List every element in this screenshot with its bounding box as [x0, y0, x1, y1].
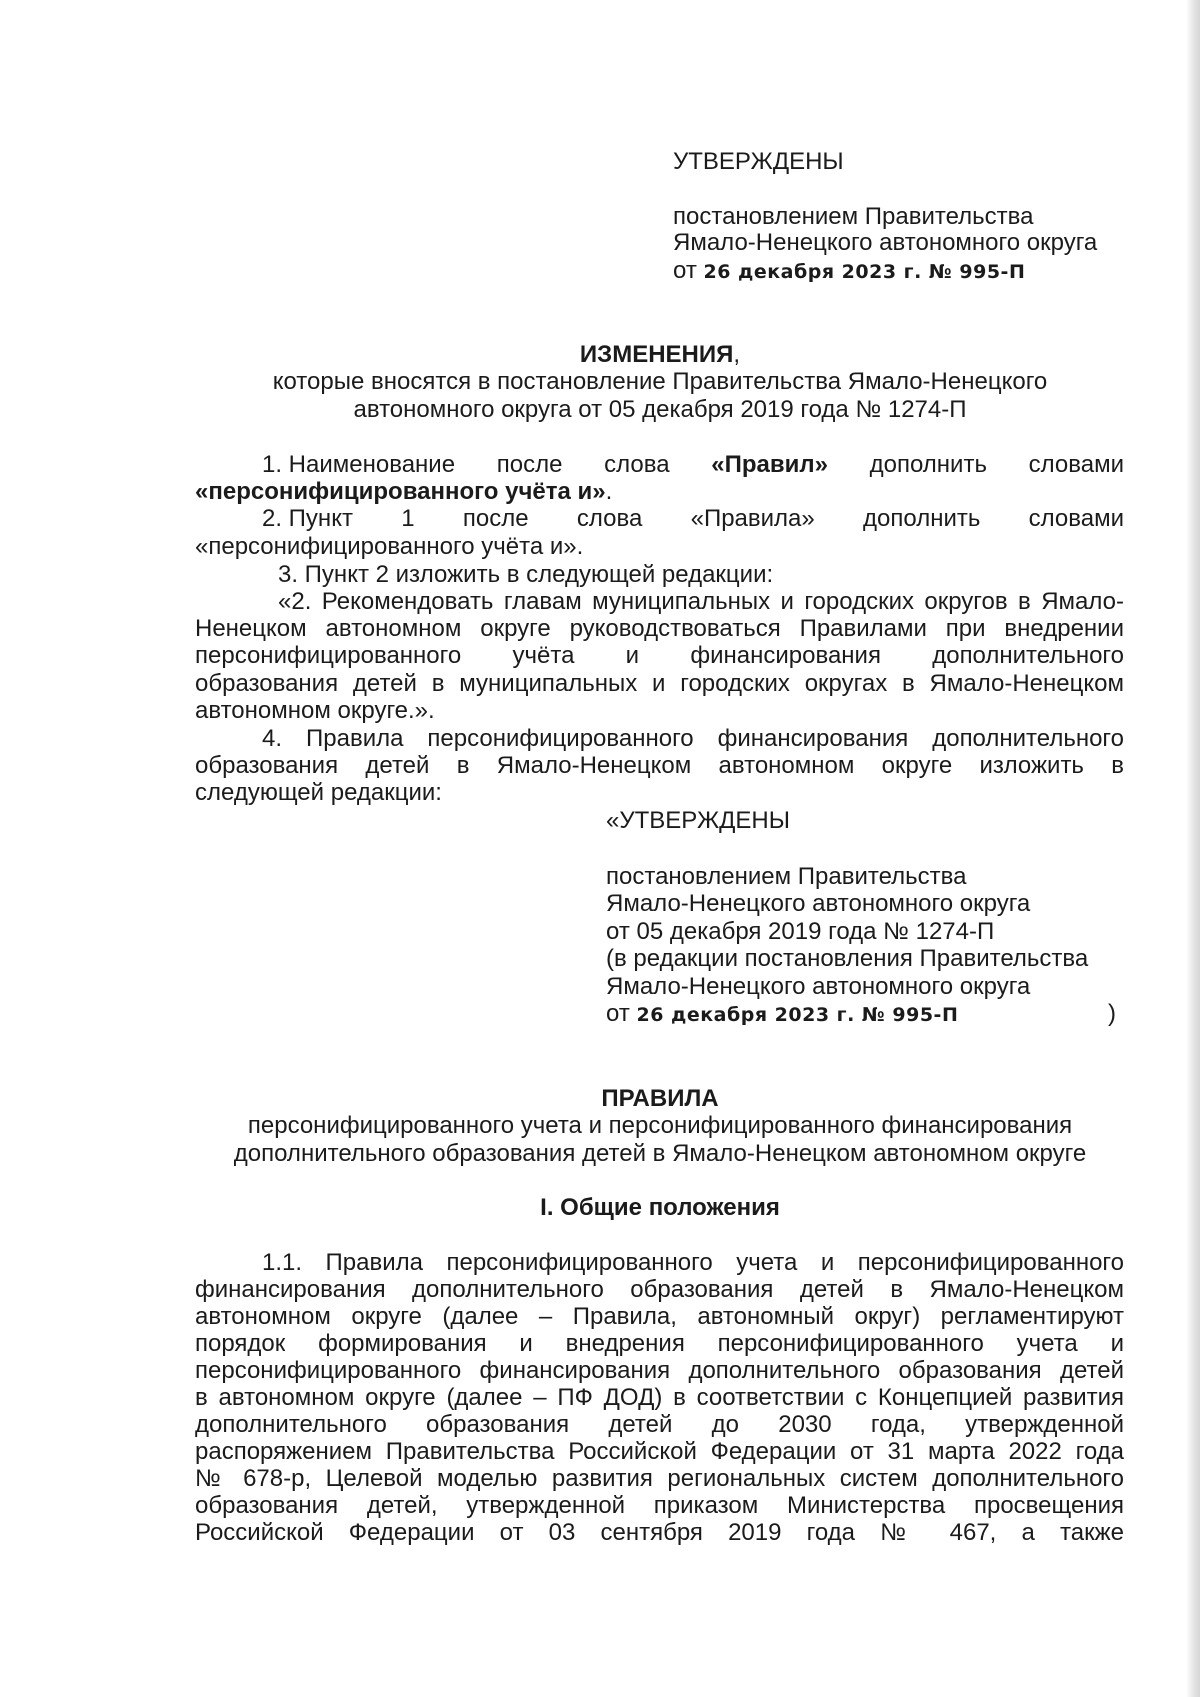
paragraph-1-1-line: 1.1. Правила персонифицированного учета и персонифицированного: [262, 1249, 1124, 1276]
title-line-2: автономного округа от 05 декабря 2019 года № 1274-П: [353, 396, 967, 423]
item-1-word: дополнить: [869, 451, 987, 478]
item-1-word: 1. Наименование: [262, 451, 456, 478]
approval2-line-5: Ямало-Ненецкого автономного округа: [606, 973, 1031, 1000]
title-line-1: которые вносятся в постановление Правительства Ямало-Ненецкого: [272, 368, 1048, 395]
approval-date-prefix: от: [673, 257, 697, 284]
approval2-line-3: от 05 декабря 2019 года № 1274-П: [606, 918, 995, 945]
item-3-quote-line: автономном округе.».: [195, 697, 435, 724]
paragraph-1-1-line: Российской Федерации от 03 сентября 2019 года № 467, а также: [195, 1519, 1124, 1546]
item-3-line-1: 3. Пункт 2 изложить в следующей редакции:: [278, 561, 774, 588]
approval-date-number: 26 декабря 2023 г. № 995-П: [703, 261, 1026, 283]
paragraph-1-1-line: финансирования дополнительного образования детей в Ямало-Ненецком: [195, 1276, 1124, 1303]
paragraph-1-1-line: образования детей, утвержденной приказом Министерства просвещения: [195, 1492, 1124, 1519]
approval2-line-1: постановлением Правительства: [606, 863, 967, 890]
item-2-word: после: [462, 505, 529, 532]
item-1-line-2: [195, 478, 612, 505]
approval2-date-line: [606, 1000, 958, 1029]
item-1-bold-words: «персонифицированного учёта и»: [195, 478, 606, 505]
section-heading: I. Общие положения: [540, 1194, 780, 1221]
approval-date-line: [673, 257, 1025, 286]
approval-line-1: постановлением Правительства: [673, 203, 1034, 230]
approval2-date-prefix: от: [606, 1000, 630, 1027]
item-3-quote-line: персонифицированного учёта и финансирования дополнительного: [195, 642, 1124, 669]
rules-title: ПРАВИЛА: [601, 1085, 719, 1112]
paragraph-1-1-line: персонифицированного финансирования дополнительного образования детей: [195, 1357, 1124, 1384]
approval-line-2: Ямало-Ненецкого автономного округа: [673, 229, 1098, 256]
item-1-word: после: [496, 451, 563, 478]
paragraph-1-1-line: порядок формирования и внедрения персонифицированного учета и: [195, 1330, 1124, 1357]
item-2-word: слова: [576, 505, 643, 532]
title-main: [0, 341, 1200, 368]
item-4-line: следующей редакции:: [195, 779, 442, 806]
rules-subtitle-line-2: дополнительного образования детей в Ямало-Ненецком автономном округе: [233, 1140, 1087, 1167]
item-4-line: 4. Правила персонифицированного финансирования дополнительного: [262, 725, 1124, 752]
paragraph-1-1-line: в автономном округе (далее – ПФ ДОД) в соответствии с Концепцией развития: [195, 1384, 1124, 1411]
item-1-line-1: [262, 451, 1124, 478]
item-3-quote-line: «2. Рекомендовать главам муниципальных и городских округов в Ямало-: [278, 588, 1124, 615]
item-2-word: 2. Пункт: [262, 505, 353, 532]
item-1-word: слова: [604, 451, 670, 478]
paragraph-1-1-line: автономном округе (далее – Правила, автономный округ) регламентируют: [195, 1303, 1124, 1330]
item-2-word: «Правила»: [690, 505, 815, 532]
item-2-word: словами: [1028, 505, 1124, 532]
paragraph-1-1-line: № 678-р, Целевой моделью развития региональных систем дополнительного: [195, 1465, 1124, 1492]
paragraph-1-1-line: распоряжением Правительства Российской Федерации от 31 марта 2022 года: [195, 1438, 1124, 1465]
item-2-word: дополнить: [863, 505, 981, 532]
approval2-line-2: Ямало-Ненецкого автономного округа: [606, 890, 1031, 917]
approval2-line-4: (в редакции постановления Правительства: [606, 945, 1089, 972]
item-1-word: словами: [1028, 451, 1124, 478]
item-4-line: образования детей в Ямало-Ненецком автономном округе изложить в: [195, 752, 1124, 779]
item-2-line-2: «персонифицированного учёта и».: [195, 533, 584, 560]
item-3-quote-line: образования детей в муниципальных и городских округах в Ямало-Ненецком: [195, 670, 1124, 697]
item-3-quote-line: Ненецком автономном округе руководствоваться Правилами при внедрении: [195, 615, 1124, 642]
item-2-word: 1: [401, 505, 415, 532]
approval2-closing: ): [1108, 1000, 1116, 1027]
item-1-word-bold: «Правил»: [711, 451, 828, 478]
rules-subtitle-line-1: персонифицированного учета и персонифицированного финансирования: [247, 1112, 1073, 1139]
approval2-heading: «УТВЕРЖДЕНЫ: [606, 807, 791, 834]
title-comma: ,: [733, 341, 741, 368]
paragraph-1-1-line: дополнительного образования детей до 2030 года, утвержденной: [195, 1411, 1124, 1438]
approval2-date-number: 26 декабря 2023 г. № 995-П: [636, 1004, 959, 1026]
approval-heading: УТВЕРЖДЕНЫ: [673, 148, 844, 175]
scan-edge-shadow: [1186, 0, 1200, 1697]
title-main-word: ИЗМЕНЕНИЯ: [579, 341, 734, 368]
item-2-line-1: [262, 505, 1124, 532]
item-1-end: .: [605, 478, 613, 505]
